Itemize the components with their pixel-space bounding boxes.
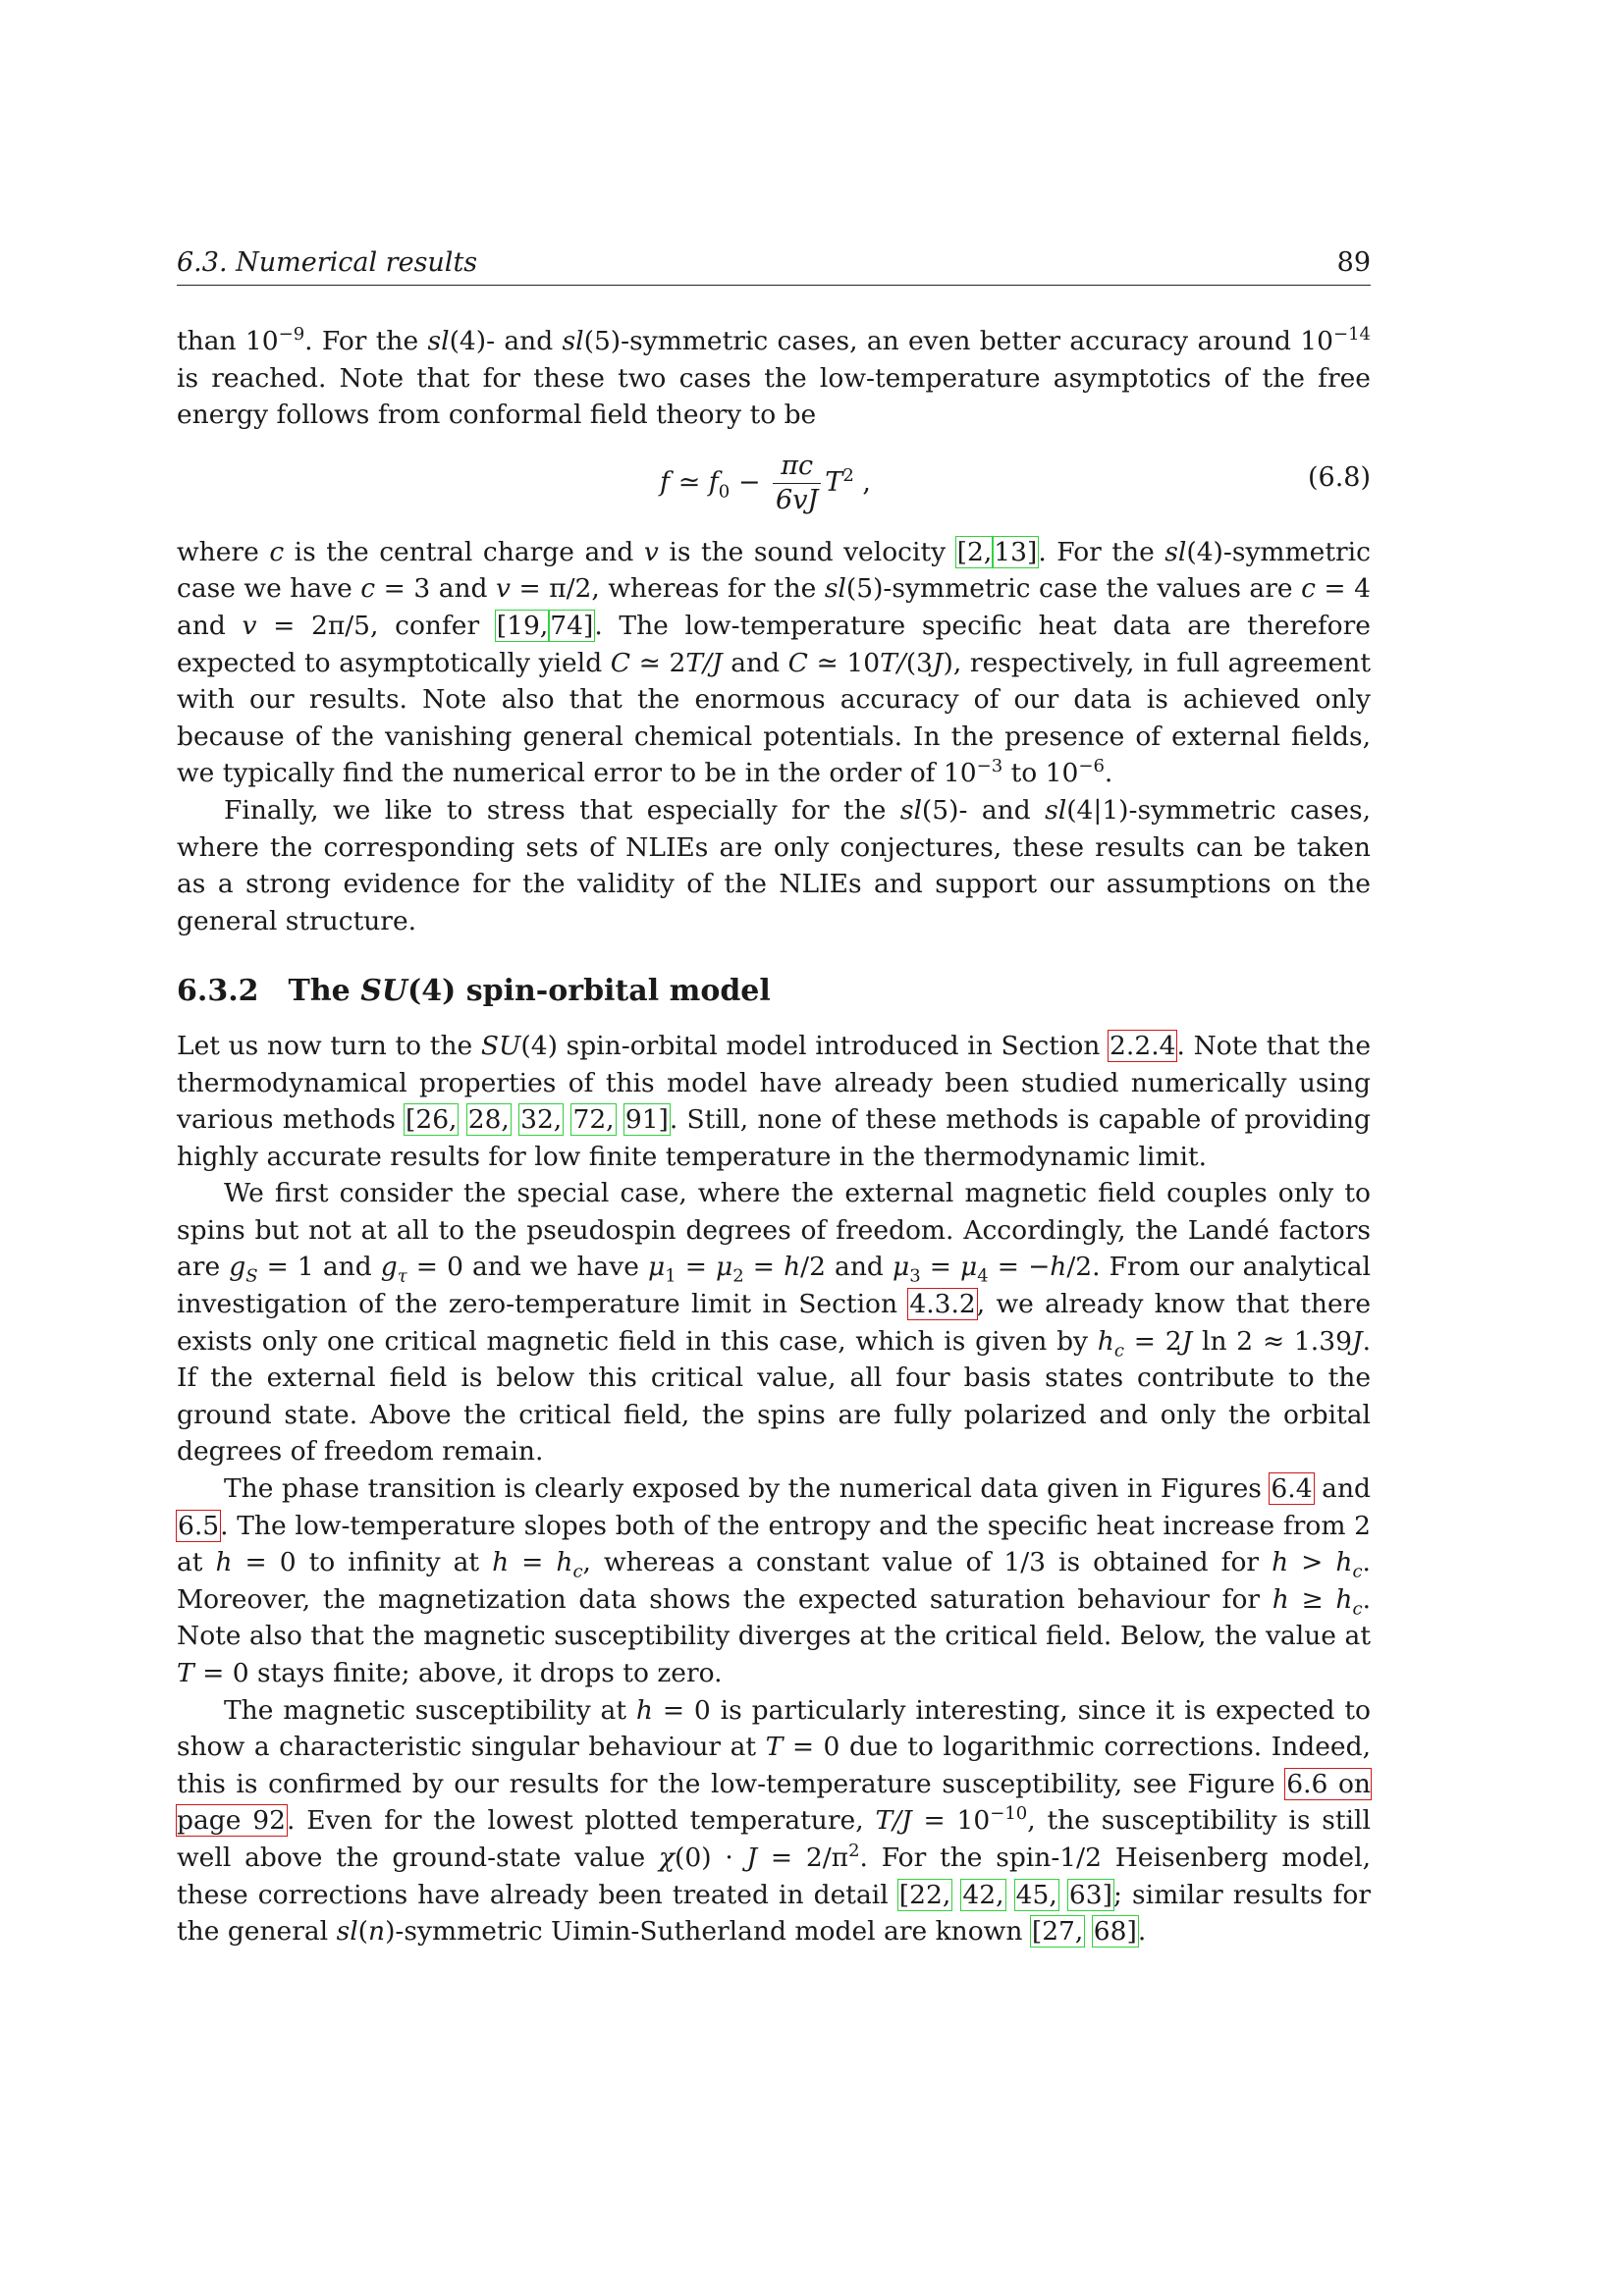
text: ), respectively, in full agreement with our results. Note also that the enormous accuracy of our data is achieved only because of the vanishing general chemical potentials. In the presence of external fields, we typically find the numerical error to be in the order of 10: [177, 647, 1371, 789]
math: v: [643, 536, 659, 567]
text: = 1 and: [257, 1252, 381, 1283]
math: n: [368, 1916, 386, 1948]
text: (5)-symmetric case the values are: [845, 573, 1302, 605]
math: J: [1351, 1325, 1363, 1357]
math: h: [635, 1694, 653, 1726]
text: = π/2, whereas for the: [511, 573, 825, 605]
math: T: [765, 1732, 784, 1763]
header-section-title: 6.3. Numerical results: [177, 247, 478, 278]
text: (4)- and: [449, 326, 563, 356]
text: . For the spin-1/2 Heisenberg model, these corrections have already been treated in detail: [177, 1842, 1372, 1910]
math: h: [215, 1547, 233, 1578]
citation-link[interactable]: [19,: [496, 610, 549, 641]
math: C: [610, 647, 631, 678]
subsection-heading: [177, 973, 1371, 1010]
text: ≥: [1288, 1583, 1336, 1615]
subscript: S: [245, 1265, 258, 1287]
text: =: [920, 1252, 961, 1283]
text: and: [1313, 1473, 1371, 1505]
citation-link[interactable]: 32,: [520, 1104, 563, 1136]
text: is the sound velocity: [658, 536, 956, 567]
running-header: [177, 241, 1371, 286]
text: /2. From our analytical investigation of the zero-temperature limit in Section: [177, 1252, 1371, 1320]
citation-link[interactable]: 68]: [1093, 1916, 1137, 1948]
eq-rhs: T: [825, 466, 843, 498]
citation-link[interactable]: [26,: [406, 1104, 458, 1136]
text: = 2/π: [757, 1842, 849, 1873]
text: =: [743, 1252, 785, 1283]
math: sl: [899, 794, 922, 826]
text: =: [676, 1252, 717, 1283]
math: sl: [427, 326, 450, 356]
text: )-symmetric Uimin-Sutherland model are known: [385, 1916, 1031, 1948]
eq-lhs-subscript: 0: [718, 481, 731, 503]
page: [177, 241, 1371, 1950]
section-link[interactable]: 4.3.2: [909, 1289, 976, 1320]
math: h: [1335, 1583, 1353, 1615]
text: than 10: [177, 326, 279, 356]
text: . For the: [1038, 536, 1165, 567]
math: T: [177, 1658, 194, 1688]
math: c: [269, 536, 285, 567]
math: μ: [716, 1252, 733, 1283]
text: (5)-symmetric cases, an even better accuracy around 10: [583, 326, 1334, 356]
text: The magnetic susceptibility at: [224, 1694, 636, 1726]
text: = 4 and: [177, 573, 1371, 641]
equation-6-8: [177, 436, 1371, 530]
text: . Moreover, the magnetization data shows the expected saturation behaviour for: [177, 1547, 1371, 1615]
citation-link[interactable]: 63]: [1068, 1879, 1112, 1910]
text: Finally, we like to stress that especially for the: [224, 794, 900, 826]
eq-numerator: πc: [773, 450, 821, 484]
math: g: [229, 1252, 246, 1283]
math: μ: [892, 1252, 910, 1283]
text: ; similar results for the general: [177, 1879, 1371, 1948]
body-text: [177, 323, 1371, 1950]
math: h: [556, 1547, 573, 1578]
subscript: τ: [397, 1265, 407, 1287]
math: h: [1335, 1547, 1353, 1578]
math: sl: [1045, 794, 1067, 826]
subscript: 4: [977, 1265, 989, 1287]
text: /2 and: [800, 1252, 893, 1283]
subscript: c: [1352, 1561, 1363, 1582]
citation-link[interactable]: [2,: [956, 536, 993, 567]
citation-link[interactable]: [22,: [898, 1879, 951, 1910]
text: , whereas a constant value of 1/3 is obtained for: [582, 1547, 1272, 1578]
text: ≃ 10: [807, 647, 881, 678]
math: h: [1097, 1325, 1114, 1357]
eq-denominator: 6vJ: [776, 484, 819, 515]
math: J: [1181, 1325, 1193, 1357]
math: T/J: [685, 647, 723, 678]
eq-minus: −: [730, 466, 770, 498]
citation-link[interactable]: 42,: [962, 1879, 1004, 1910]
text: = 0 due to logarithmic corrections. Indeed, this is confirmed by our results for the low-temperature susceptibility, see Figure: [177, 1732, 1371, 1799]
text: . The low-temperature specific heat data are therefore expected to asymptotically yield: [177, 610, 1371, 678]
text: . For the: [304, 326, 428, 356]
citation-link[interactable]: 91]: [624, 1104, 669, 1136]
subsection-title-math: SU: [360, 974, 408, 1009]
math: J: [932, 647, 944, 678]
subscript: c: [572, 1561, 583, 1582]
math: sl: [824, 573, 846, 605]
math: c: [360, 573, 376, 605]
text: (4|1)-symmetric cases, where the corresponding sets of NLIEs are only conjectures, these results can be taken as a strong evidence for the validity of the NLIEs and support our assumptions on the general structure.: [177, 794, 1371, 936]
text: = 0 is particularly interesting, since it is expected to show a characteristic singular behaviour at: [177, 1694, 1371, 1763]
text: (4)-symmetric case we have: [177, 536, 1371, 605]
math: h: [1272, 1547, 1289, 1578]
equation-formula: [660, 450, 871, 517]
text: >: [1288, 1547, 1336, 1578]
subscript: 2: [732, 1265, 744, 1287]
subscript: c: [1113, 1339, 1124, 1361]
paragraph-accuracy: [177, 323, 1371, 434]
subsection-number: 6.3.2: [177, 974, 259, 1009]
math: h: [492, 1547, 510, 1578]
math: μ: [960, 1252, 978, 1283]
math: v: [496, 573, 511, 605]
math: C: [787, 647, 808, 678]
text: Let us now turn to the: [177, 1030, 481, 1061]
eq-rhs-superscript: 2: [842, 464, 854, 486]
citation-link[interactable]: 45,: [1015, 1879, 1057, 1910]
figure-link[interactable]: 6.4: [1271, 1473, 1313, 1505]
math: c: [1301, 573, 1316, 605]
math: χ: [658, 1842, 676, 1873]
text: . Even for the lowest plotted temperature,: [286, 1805, 876, 1837]
subsection-title: (4) spin-orbital model: [407, 974, 771, 1009]
citation-link[interactable]: 13]: [994, 536, 1038, 567]
paragraph-phase-transition: [177, 1470, 1371, 1692]
paragraph-finally: [177, 792, 1371, 939]
paragraph-su4-intro: [177, 1028, 1371, 1175]
equation-number: (6.8): [1307, 461, 1371, 493]
section-link[interactable]: 2.2.4: [1110, 1030, 1176, 1061]
subscript: 3: [909, 1265, 921, 1287]
text: = 10: [911, 1805, 991, 1837]
text: (3: [905, 647, 933, 678]
paragraph-central-charge: [177, 534, 1371, 792]
text: . If the external field is below this critical value, all four basis states contribute to the ground state. Above the critical field, the spins are fully polarized and only the orbital degrees of freedom remain.: [177, 1325, 1371, 1468]
text: = 2: [1123, 1325, 1182, 1357]
math: h: [1272, 1583, 1289, 1615]
citation-link[interactable]: 74]: [550, 610, 594, 641]
text: = 0 stays finite; above, it drops to zero.: [193, 1658, 723, 1688]
text: (: [357, 1916, 369, 1948]
math: h: [1050, 1252, 1067, 1283]
text: . The low-temperature slopes both of the entropy and the specific heat increase from 2 at: [177, 1510, 1371, 1578]
citation-link[interactable]: [27,: [1031, 1916, 1084, 1948]
eq-comma: ,: [853, 466, 871, 498]
text: (4) spin-orbital model introduced in Section: [520, 1030, 1110, 1061]
text: . Note that the thermodynamical properties of this model have already been studied numerically using various methods: [177, 1030, 1372, 1136]
math: sl: [336, 1916, 358, 1948]
text: = −: [988, 1252, 1051, 1283]
text: = 0 to infinity at: [232, 1547, 493, 1578]
citation-link[interactable]: 28,: [467, 1104, 510, 1136]
math: sl: [562, 326, 584, 356]
text: to 10: [1002, 758, 1079, 789]
text: . Note also that the magnetic susceptibility diverges at the critical field. Below, the value at: [177, 1583, 1371, 1652]
text: = 2π/5, confer: [256, 610, 496, 641]
text: is reached. Note that for these two cases the low-temperature asymptotics of the free energy follows from conformal field theory to be: [177, 362, 1371, 431]
text: .: [1137, 1916, 1147, 1948]
text: and: [722, 647, 788, 678]
figure-link[interactable]: 6.5: [178, 1510, 220, 1541]
text: (0) ·: [675, 1842, 747, 1873]
text: , we already know that there exists only one critical magnetic field in this case, which is given by: [177, 1289, 1371, 1357]
math: J: [746, 1842, 758, 1873]
math: T/J: [875, 1805, 912, 1837]
superscript: −9: [278, 324, 305, 346]
math: SU: [480, 1030, 521, 1061]
paragraph-special-case: [177, 1175, 1371, 1470]
page-number: 89: [1336, 247, 1371, 278]
math: μ: [647, 1252, 666, 1283]
math: v: [242, 610, 257, 641]
math: h: [784, 1252, 801, 1283]
superscript: −10: [990, 1803, 1028, 1825]
text: ≃ 2: [630, 647, 686, 678]
text: ln 2 ≈ 1.39: [1192, 1325, 1352, 1357]
subscript: 1: [665, 1265, 677, 1287]
paragraph-susceptibility: [177, 1692, 1371, 1950]
superscript: −3: [976, 756, 1003, 777]
text: We first consider the special case, where the external magnetic field couples only to spins but not at all to the pseudospin degrees of freedom. Accordingly, the Landé factors are: [177, 1178, 1371, 1283]
text: = 3 and: [375, 573, 497, 605]
subsection-title: The: [288, 974, 361, 1009]
math: sl: [1164, 536, 1187, 567]
text: (5)- and: [921, 794, 1046, 826]
superscript: 2: [848, 1841, 860, 1862]
eq-lhs: f ≃ f: [660, 466, 719, 498]
text: = 0 and we have: [406, 1252, 648, 1283]
text: where: [177, 536, 270, 567]
eq-fraction: [773, 450, 821, 517]
text: .: [1104, 758, 1113, 789]
text: =: [509, 1547, 557, 1578]
math: g: [380, 1252, 398, 1283]
figure-link[interactable]: 6.6 on page 92: [177, 1768, 1371, 1837]
superscript: −14: [1333, 324, 1372, 346]
text: . Still, none of these methods is capable of providing highly accurate results for low finite temperature in the thermodynamic limit.: [177, 1104, 1371, 1172]
text: , the susceptibility is still well above the ground-state value: [177, 1805, 1371, 1873]
citation-link[interactable]: 72,: [572, 1104, 615, 1136]
superscript: −6: [1078, 756, 1105, 777]
math: T/: [880, 647, 906, 678]
subscript: c: [1352, 1598, 1363, 1620]
text: The phase transition is clearly exposed by the numerical data given in Figures: [224, 1473, 1271, 1505]
text: is the central charge and: [284, 536, 644, 567]
